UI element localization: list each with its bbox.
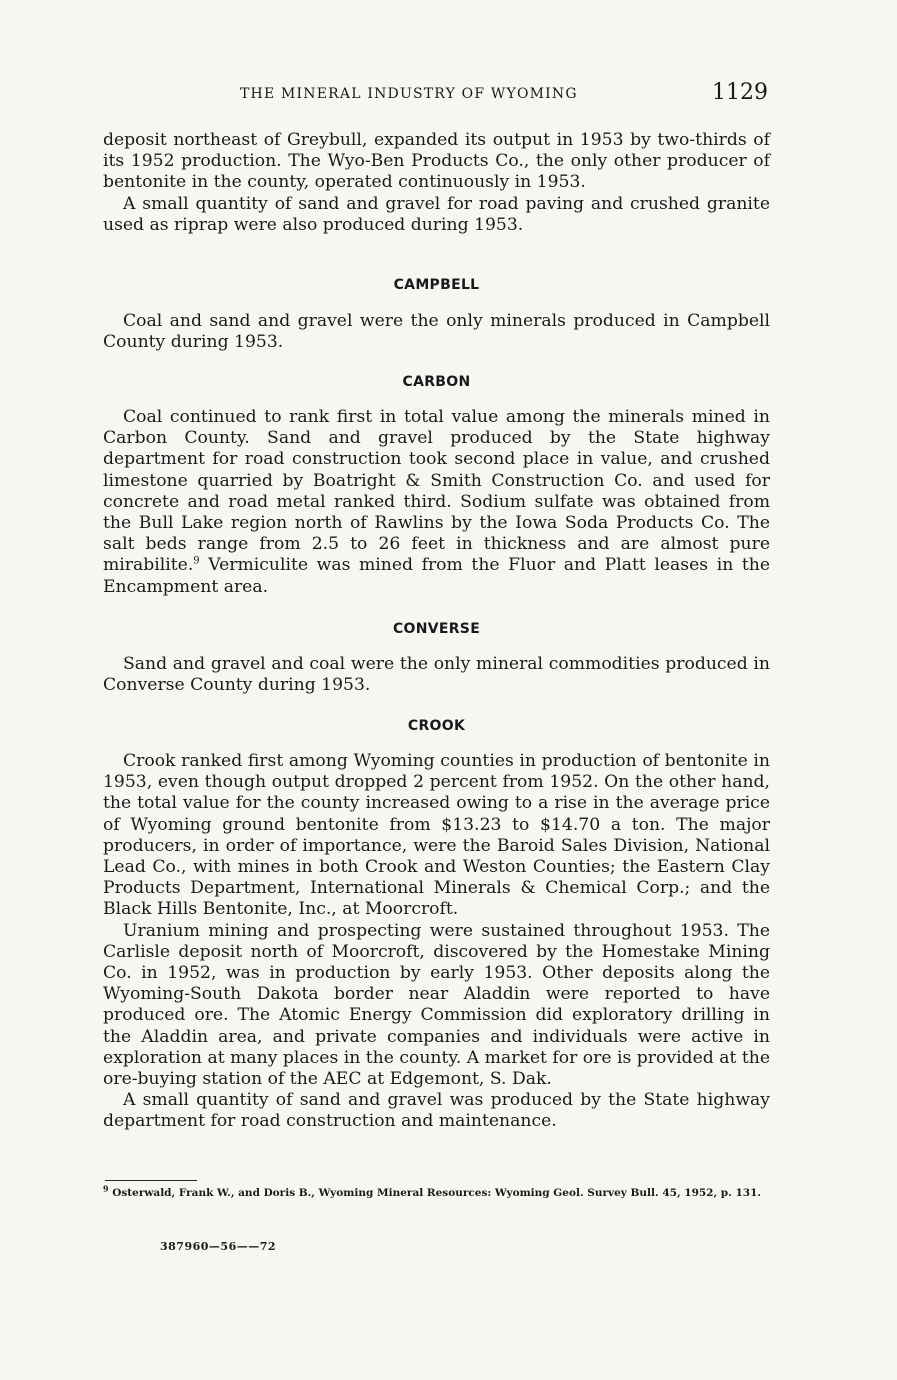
converse-paragraph: Sand and gravel and coal were the only mineral commodities produced in Converse County during 1953.	[103, 654, 770, 696]
footnote-rule	[105, 1180, 197, 1181]
footnote-text: Osterwald, Frank W., and Doris B., Wyoming Mineral Resources: Wyoming Geol. Survey Bull. 45, 1952, p. 131.	[108, 1187, 762, 1199]
printer-code: 387960—56——72	[160, 1240, 277, 1253]
intro-paragraph-1: deposit northeast of Greybull, expanded its output in 1953 by two-thirds of its 1952 production. The Wyo-Ben Products Co., the only other producer of bentonite in the county, operated continuously in 1953.	[103, 130, 770, 193]
carbon-section	[103, 407, 770, 598]
converse-heading: CONVERSE	[392, 621, 481, 637]
campbell-heading: CAMPBELL	[393, 277, 480, 293]
campbell-section	[103, 311, 770, 353]
campbell-paragraph: Coal and sand and gravel were the only minerals produced in Campbell County during 1953.	[103, 311, 770, 353]
intro-paragraph-2: A small quantity of sand and gravel for road paving and crushed granite used as riprap were also produced during 1953.	[103, 193, 770, 235]
crook-paragraph-1: Crook ranked first among Wyoming counties in production of bentonite in 1953, even though output dropped 2 percent from 1952. On the other hand, the total value for the county increased owing to a rise in the average price of Wyoming ground bentonite from $13.23 to $14.70 a ton. The major producers, in order of importance, were the Baroid Sales Division, National Lead Co., with mines in both Crook and Weston Counties; the Eastern Clay Products Department, International Minerals & Chemical Corp.; and the Black Hills Bentonite, Inc., at Moorcroft.	[103, 751, 770, 920]
running-title: THE MINERAL INDUSTRY OF WYOMING	[240, 86, 578, 102]
footnote-reference: 9	[193, 555, 200, 567]
intro-section	[103, 130, 770, 236]
crook-section	[103, 751, 770, 1133]
page-number: 1129	[712, 80, 768, 105]
carbon-text-continued: Vermiculite was mined from the Fluor and Platt leases in the Encampment area.	[103, 555, 770, 597]
crook-paragraph-3: A small quantity of sand and gravel was produced by the State highway department for road construction and maintenance.	[103, 1090, 770, 1132]
footnote	[103, 1183, 775, 1200]
crook-paragraph-2: Uranium mining and prospecting were sustained throughout 1953. The Carlisle deposit north of Moorcroft, discovered by the Homestake Mining Co. in 1952, was in production by early 1953. Other deposits along the Wyoming-South Dakota border near Aladdin were reported to have produced ore. The Atomic Energy Commission did exploratory drilling in the Aladdin area, and private companies and individuals were active in exploration at many places in the county. A market for ore is provided at the ore-buying station of the AEC at Edgemont, S. Dak.	[103, 920, 770, 1090]
footnote-marker: 9	[103, 1183, 109, 1194]
carbon-paragraph	[103, 407, 770, 598]
carbon-heading: CARBON	[402, 374, 471, 390]
crook-heading: CROOK	[407, 718, 466, 734]
carbon-text: Coal continued to rank first in total value among the minerals mined in Carbon County. Sand and gravel produced by the State highway department for road construction took second place in value, and crushed limestone quarried by Boatright & Smith Construction Co. and used for concrete and road metal ranked third. Sodium sulfate was obtained from the Bull Lake region north of Rawlins by the Iowa Soda Products Co. The salt beds range from 2.5 to 26 feet in thickness and are almost pure mirabilite.	[103, 407, 770, 576]
converse-section	[103, 654, 770, 696]
